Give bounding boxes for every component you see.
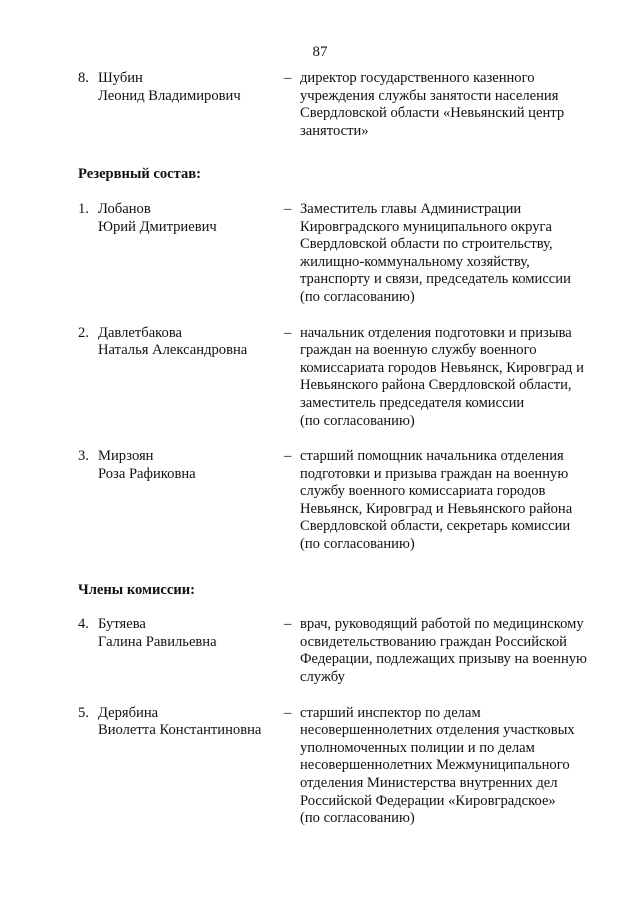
- position-line: Российской Федерации «Кировградское»: [300, 792, 556, 809]
- position-line: (по согласованию): [300, 536, 415, 553]
- page-number: 87: [312, 44, 328, 60]
- list-entry: [78, 448, 608, 554]
- position-line: начальник отделения подготовки и призыва: [300, 324, 572, 341]
- position-line: Невьянского района Свердловской области,: [300, 377, 572, 394]
- name-line: Бутяева: [98, 616, 146, 633]
- list-entry: [78, 616, 608, 686]
- reserve-heading: Резервный состав:: [78, 166, 202, 183]
- position-line: Свердловской области по строительству,: [300, 236, 553, 253]
- position-line: освидетельствованию граждан Российской: [300, 633, 567, 650]
- entry-dash: –: [284, 704, 292, 721]
- entry-person-name: [98, 616, 284, 686]
- name-line: Дерябина: [98, 704, 159, 721]
- position-line: (по согласованию): [300, 288, 415, 305]
- name-line: Виолетта Константиновна: [98, 722, 262, 739]
- entry-position: [300, 201, 608, 307]
- entry-position: [300, 448, 608, 554]
- members-heading: Члены комиссии:: [78, 581, 196, 598]
- entry-person-name: [98, 705, 284, 828]
- entry-number: 1.: [78, 200, 89, 217]
- position-line: граждан на военную службу военного: [300, 342, 537, 359]
- position-line: директор государственного казенного: [300, 70, 535, 86]
- position-line: жилищно-коммунальному хозяйству,: [300, 253, 530, 270]
- name-line: Роза Рафиковна: [98, 465, 196, 482]
- entry-position: [300, 705, 608, 828]
- reserve-entries: [78, 201, 608, 554]
- position-line: отделения Министерства внутренних дел: [300, 775, 558, 791]
- position-line: Невьянск, Кировград и Невьянского района: [300, 500, 573, 517]
- position-line: заместитель председателя комиссии: [300, 394, 525, 411]
- position-line: учреждения службы занятости населения: [300, 87, 559, 104]
- position-line: (по согласованию): [300, 412, 415, 429]
- entry-dash: –: [284, 616, 292, 633]
- name-line: Леонид Владимирович: [98, 87, 241, 104]
- entry-dash: –: [284, 200, 292, 217]
- position-line: врач, руководящий работой по медицинскому: [300, 616, 584, 633]
- entry-person-name: [98, 448, 284, 554]
- entry-dash: –: [284, 324, 292, 341]
- entry-dash: –: [284, 70, 292, 86]
- list-entry: [78, 70, 608, 140]
- entry-position: [300, 616, 608, 686]
- entry-position: [300, 325, 608, 431]
- entry-number: 8.: [78, 70, 89, 86]
- entry-number: 5.: [78, 704, 89, 721]
- position-line: (по согласованию): [300, 810, 415, 827]
- name-line: Лобанов: [98, 200, 151, 217]
- entry-person-name: [98, 201, 284, 307]
- position-line: несовершеннолетних Межмуниципального: [300, 757, 570, 774]
- position-line: Свердловской области, секретарь комиссии: [300, 518, 571, 535]
- name-line: Шубин: [98, 70, 143, 86]
- name-line: Мирзоян: [98, 448, 154, 465]
- entry-position: [300, 70, 608, 140]
- member-entries: [78, 616, 608, 828]
- position-line: Федерации, подлежащих призыву на военную: [300, 651, 587, 668]
- name-line: Юрий Дмитриевич: [98, 218, 217, 235]
- commission-list: [78, 70, 608, 828]
- position-line: службу: [300, 669, 345, 686]
- position-line: уполномоченных полиции и по делам: [300, 739, 535, 756]
- entry-number: 3.: [78, 448, 89, 465]
- position-line: занятости»: [300, 122, 369, 139]
- position-line: старший помощник начальника отделения: [300, 448, 564, 465]
- top-entries: [78, 70, 608, 140]
- name-line: Галина Равильевна: [98, 633, 217, 650]
- list-entry: [78, 325, 608, 431]
- list-entry: [78, 201, 608, 307]
- entry-number: 4.: [78, 616, 89, 633]
- position-line: транспорту и связи, председатель комиссии: [300, 271, 571, 288]
- position-line: Свердловской области «Невьянский центр: [300, 105, 565, 122]
- entry-person-name: [98, 325, 284, 431]
- name-line: Давлетбакова: [98, 324, 182, 341]
- position-line: несовершеннолетних отделения участковых: [300, 722, 575, 739]
- position-line: подготовки и призыва граждан на военную: [300, 465, 569, 482]
- position-line: старший инспектор по делам: [300, 704, 481, 721]
- entry-number: 2.: [78, 324, 89, 341]
- list-entry: [78, 705, 608, 828]
- position-line: комиссариата городов Невьянск, Кировград и: [300, 359, 584, 376]
- position-line: Заместитель главы Администрации: [300, 200, 522, 217]
- position-line: Кировградского муниципального округа: [300, 218, 552, 235]
- entry-dash: –: [284, 448, 292, 465]
- position-line: службу военного комиссариата городов: [300, 483, 546, 500]
- name-line: Наталья Александровна: [98, 342, 248, 359]
- entry-person-name: [98, 70, 284, 140]
